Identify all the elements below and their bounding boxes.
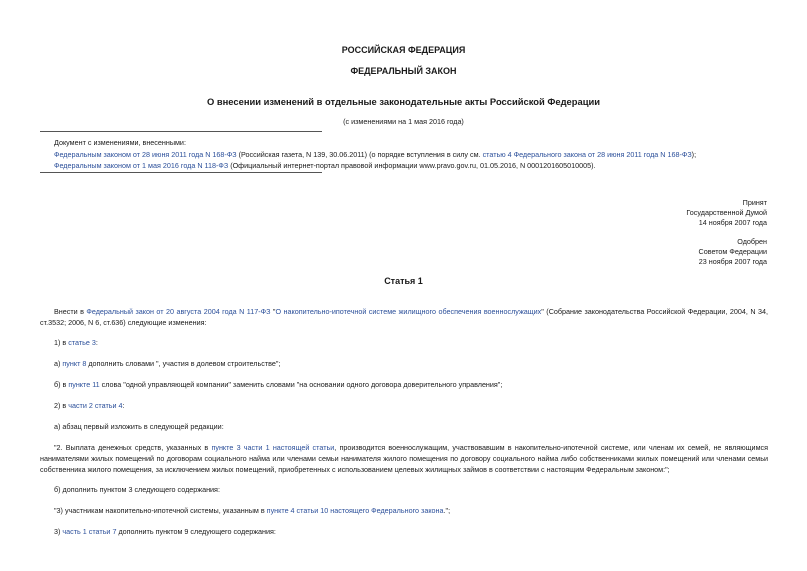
p9-text-a: "3) участникам накопительно-ипотечной системы, указанным в [54, 506, 267, 515]
point-8-link[interactable]: пункт 8 [62, 359, 87, 368]
law-link-168[interactable]: Федеральным законом от 28 июня 2011 года N 168-ФЗ [54, 149, 237, 159]
p9-text-b: ."; [443, 506, 451, 515]
article-4-part-2-link[interactable]: части 2 статьи 4 [68, 401, 123, 410]
country-heading: РОССИЙСКАЯ ФЕДЕРАЦИЯ [341, 45, 466, 55]
doc-type-heading: ФЕДЕРАЛЬНЫЙ ЗАКОН [350, 66, 457, 76]
paragraph-item-1b [40, 379, 768, 390]
p3-text-b: дополнить словами ", участия в долевом строительстве"; [86, 359, 281, 368]
law-title-link-117[interactable]: О накопительно-ипотечной системе жилищного обеспечения военнослужащих [275, 307, 542, 316]
article-3-link[interactable]: статье 3 [68, 338, 96, 347]
article-7-part-1-link[interactable]: часть 1 статьи 7 [62, 527, 117, 536]
p1-text-a: Внести в [54, 307, 87, 316]
paragraph-item-1a [40, 358, 768, 369]
point-3-part-1-link[interactable]: пункте 3 части 1 настоящей статьи [211, 443, 335, 452]
duma-label: Государственной Думой [686, 208, 767, 218]
paragraph-item-2a: а) абзац первый изложить в следующей редакции: [54, 422, 224, 431]
paragraph-item-3 [40, 526, 768, 537]
article-heading: Статья 1 [384, 276, 423, 286]
paragraph-intro [40, 306, 768, 328]
council-date: 23 ноября 2007 года [698, 257, 767, 267]
changes-item-1-end: ); [691, 149, 697, 159]
p7-text-a: "2. Выплата денежных средств, указанных в [54, 443, 212, 452]
p4-text-a: б) в [54, 380, 69, 389]
law-title: О внесении изменений в отдельные законодательные акты Российской Федерации [206, 96, 600, 107]
p5-text-a: 2) в [54, 401, 69, 410]
paragraph-quote-participants [40, 505, 768, 516]
law-link-117[interactable]: Федеральный закон от 20 августа 2004 года N 117-ФЗ [86, 307, 271, 316]
changes-intro: Документ с изменениями, внесенными: [54, 138, 186, 147]
changes-item-1 [54, 149, 754, 161]
law-link-168-article4[interactable]: статью 4 Федерального закона от 28 июня 2011 года N 168-ФЗ [482, 149, 692, 159]
p1-text-b: " [270, 307, 276, 316]
changes-block [54, 137, 754, 172]
paragraph-item-2 [40, 400, 768, 411]
point-4-article-10-link[interactable]: пункте 4 статьи 10 настоящего Федерального закона [266, 506, 444, 515]
council-approval [699, 237, 767, 268]
accepted-label: Принят [742, 198, 767, 207]
paragraph-item-2b: б) дополнить пунктом 3 следующего содержания: [54, 485, 220, 494]
duma-acceptance [686, 198, 767, 229]
p4-text-b: слова "одной управляющей компании" заменить словами "на основании одного договора доверительного управления"; [99, 380, 503, 389]
point-11-link[interactable]: пункте 11 [68, 380, 100, 389]
p3-text-a: а) [54, 359, 63, 368]
divider-bottom [40, 172, 322, 173]
divider-top [40, 131, 322, 132]
law-link-118[interactable]: Федеральным законом от 1 мая 2016 года N 118-ФЗ [54, 161, 229, 170]
paragraph-quote-payment [40, 442, 768, 476]
council-label: Советом Федерации [698, 247, 767, 257]
paragraph-item-1 [40, 337, 768, 348]
edition-note: (с изменениями на 1 мая 2016 года) [343, 117, 464, 126]
duma-date: 14 ноября 2007 года [698, 218, 767, 228]
changes-item-1-text: (Российская газета, N 139, 30.06.2011) (о порядке вступления в силу см. [236, 149, 483, 159]
approved-label: Одобрен [737, 237, 767, 246]
p10-text-a: 3) [54, 527, 63, 536]
p10-text-b: дополнить пунктом 9 следующего содержания: [116, 527, 276, 536]
p1-text-c: " (Собрание законодательства Российской Федерации, 2004, N 34, ст.3532; 2006, N 6, ст.636) следующие изменения: [40, 307, 768, 328]
p5-text-b: : [122, 401, 125, 410]
p7-text-b: , производится военнослужащим, участвовавшим в накопительно-ипотечной системе, или членам их семей, не являющимся нанимателями жилых помещений по договорам социального найма или членами семьи нанимателя жилого помещения по договору социального найма либо собственниками жилых помещений или членами семьи собственника жилого помещения, за исключением жилых помещений, приобретенных с использованием целевых жилищных займов в соответствии с настоящим Федеральным законом:"; [40, 443, 768, 475]
p2-text-b: : [95, 338, 98, 347]
changes-item-2-text: (Официальный интернет-портал правовой информации www.pravo.gov.ru, 01.05.2016, N 0001201605010005). [228, 161, 596, 170]
changes-item-2 [54, 160, 754, 172]
p2-text-a: 1) в [54, 338, 69, 347]
